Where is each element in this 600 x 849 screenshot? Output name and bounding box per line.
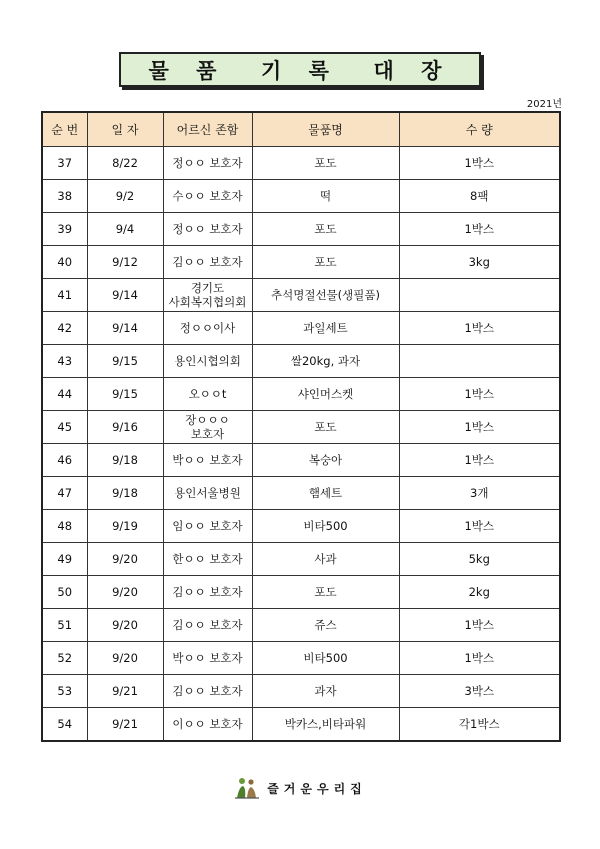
row-date: 9/14 [87, 312, 163, 345]
row-quantity: 1박스 [399, 609, 560, 642]
row-elder-name: 박ㅇㅇ 보호자 [163, 444, 252, 477]
row-number: 53 [42, 675, 87, 708]
row-item-name: 포도 [252, 411, 399, 444]
row-quantity: 1박스 [399, 444, 560, 477]
row-number: 43 [42, 345, 87, 378]
row-quantity: 3개 [399, 477, 560, 510]
row-quantity: 1박스 [399, 312, 560, 345]
row-elder-name: 용인시협의회 [163, 345, 252, 378]
row-quantity: 8팩 [399, 180, 560, 213]
row-number: 38 [42, 180, 87, 213]
row-quantity: 1박스 [399, 411, 560, 444]
row-elder-name: 김ㅇㅇ 보호자 [163, 576, 252, 609]
row-elder-name: 경기도 사회복지협의회 [163, 279, 252, 312]
row-item-name: 포도 [252, 213, 399, 246]
row-item-name: 쥬스 [252, 609, 399, 642]
table-row [42, 609, 560, 642]
document-title-text: 물 품 기 록 대 장 [148, 58, 452, 83]
row-date: 9/15 [87, 345, 163, 378]
row-item-name: 포도 [252, 246, 399, 279]
row-elder-name: 오ㅇㅇt [163, 378, 252, 411]
table-row [42, 180, 560, 213]
row-number: 40 [42, 246, 87, 279]
donation-ledger-table [41, 111, 561, 742]
row-quantity: 1박스 [399, 510, 560, 543]
row-number: 47 [42, 477, 87, 510]
row-number: 39 [42, 213, 87, 246]
row-date: 9/19 [87, 510, 163, 543]
row-item-name: 포도 [252, 576, 399, 609]
people-logo-icon [233, 776, 261, 800]
table-row [42, 576, 560, 609]
row-date: 9/20 [87, 543, 163, 576]
row-quantity: 3kg [399, 246, 560, 279]
row-elder-name: 정ㅇㅇ 보호자 [163, 213, 252, 246]
table-row [42, 444, 560, 477]
row-date: 9/15 [87, 378, 163, 411]
header-item-name: 물품명 [252, 112, 399, 147]
row-item-name: 추석명절선물(생필품) [252, 279, 399, 312]
table-row [42, 708, 560, 742]
row-elder-name: 한ㅇㅇ 보호자 [163, 543, 252, 576]
row-quantity: 각1박스 [399, 708, 560, 742]
document-title [119, 52, 481, 87]
header-date: 일 자 [87, 112, 163, 147]
row-number: 44 [42, 378, 87, 411]
row-date: 9/4 [87, 213, 163, 246]
table-row [42, 246, 560, 279]
row-number: 48 [42, 510, 87, 543]
row-quantity: 2kg [399, 576, 560, 609]
row-number: 52 [42, 642, 87, 675]
row-elder-name: 수ㅇㅇ 보호자 [163, 180, 252, 213]
row-number: 51 [42, 609, 87, 642]
table-row [42, 279, 560, 312]
row-elder-name: 김ㅇㅇ 보호자 [163, 609, 252, 642]
row-number: 50 [42, 576, 87, 609]
table-row [42, 642, 560, 675]
row-date: 9/18 [87, 444, 163, 477]
row-number: 41 [42, 279, 87, 312]
row-item-name: 비타500 [252, 510, 399, 543]
header-number: 순 번 [42, 112, 87, 147]
row-quantity [399, 279, 560, 312]
row-number: 42 [42, 312, 87, 345]
row-date: 9/14 [87, 279, 163, 312]
row-item-name: 샤인머스켓 [252, 378, 399, 411]
row-item-name: 쌀20kg, 과자 [252, 345, 399, 378]
table-row [42, 378, 560, 411]
year-label: 2021년 [526, 99, 562, 110]
organization-name: 즐거운우리집 [267, 781, 367, 796]
table-row [42, 213, 560, 246]
row-number: 54 [42, 708, 87, 742]
row-quantity: 3박스 [399, 675, 560, 708]
row-date: 9/20 [87, 609, 163, 642]
footer [0, 776, 600, 800]
row-item-name: 과자 [252, 675, 399, 708]
row-quantity [399, 345, 560, 378]
row-elder-name: 정ㅇㅇ이사 [163, 312, 252, 345]
header-elder-name: 어르신 존함 [163, 112, 252, 147]
row-quantity: 1박스 [399, 378, 560, 411]
row-item-name: 비타500 [252, 642, 399, 675]
row-quantity: 5kg [399, 543, 560, 576]
row-item-name: 사과 [252, 543, 399, 576]
row-item-name: 과일세트 [252, 312, 399, 345]
row-elder-name: 김ㅇㅇ 보호자 [163, 675, 252, 708]
row-item-name: 박카스,비타파워 [252, 708, 399, 742]
row-date: 9/21 [87, 675, 163, 708]
row-quantity: 1박스 [399, 642, 560, 675]
row-quantity: 1박스 [399, 213, 560, 246]
row-elder-name: 정ㅇㅇ 보호자 [163, 147, 252, 180]
table-row [42, 411, 560, 444]
row-item-name: 햄세트 [252, 477, 399, 510]
row-item-name: 복숭아 [252, 444, 399, 477]
row-date: 9/20 [87, 576, 163, 609]
row-elder-name: 이ㅇㅇ 보호자 [163, 708, 252, 742]
header-quantity: 수 량 [399, 112, 560, 147]
table-row [42, 510, 560, 543]
row-date: 9/21 [87, 708, 163, 742]
row-date: 9/18 [87, 477, 163, 510]
row-date: 9/16 [87, 411, 163, 444]
row-number: 49 [42, 543, 87, 576]
row-elder-name: 장ㅇㅇㅇ 보호자 [163, 411, 252, 444]
row-item-name: 떡 [252, 180, 399, 213]
row-date: 9/12 [87, 246, 163, 279]
table-row [42, 675, 560, 708]
table-row [42, 543, 560, 576]
table-row [42, 477, 560, 510]
table-row [42, 147, 560, 180]
row-date: 8/22 [87, 147, 163, 180]
row-elder-name: 용인서울병원 [163, 477, 252, 510]
row-elder-name: 김ㅇㅇ 보호자 [163, 246, 252, 279]
table-row [42, 345, 560, 378]
row-elder-name: 임ㅇㅇ 보호자 [163, 510, 252, 543]
row-item-name: 포도 [252, 147, 399, 180]
table-row [42, 312, 560, 345]
row-number: 46 [42, 444, 87, 477]
row-date: 9/20 [87, 642, 163, 675]
table-header-row [42, 112, 560, 147]
row-number: 45 [42, 411, 87, 444]
row-quantity: 1박스 [399, 147, 560, 180]
row-number: 37 [42, 147, 87, 180]
row-date: 9/2 [87, 180, 163, 213]
row-elder-name: 박ㅇㅇ 보호자 [163, 642, 252, 675]
